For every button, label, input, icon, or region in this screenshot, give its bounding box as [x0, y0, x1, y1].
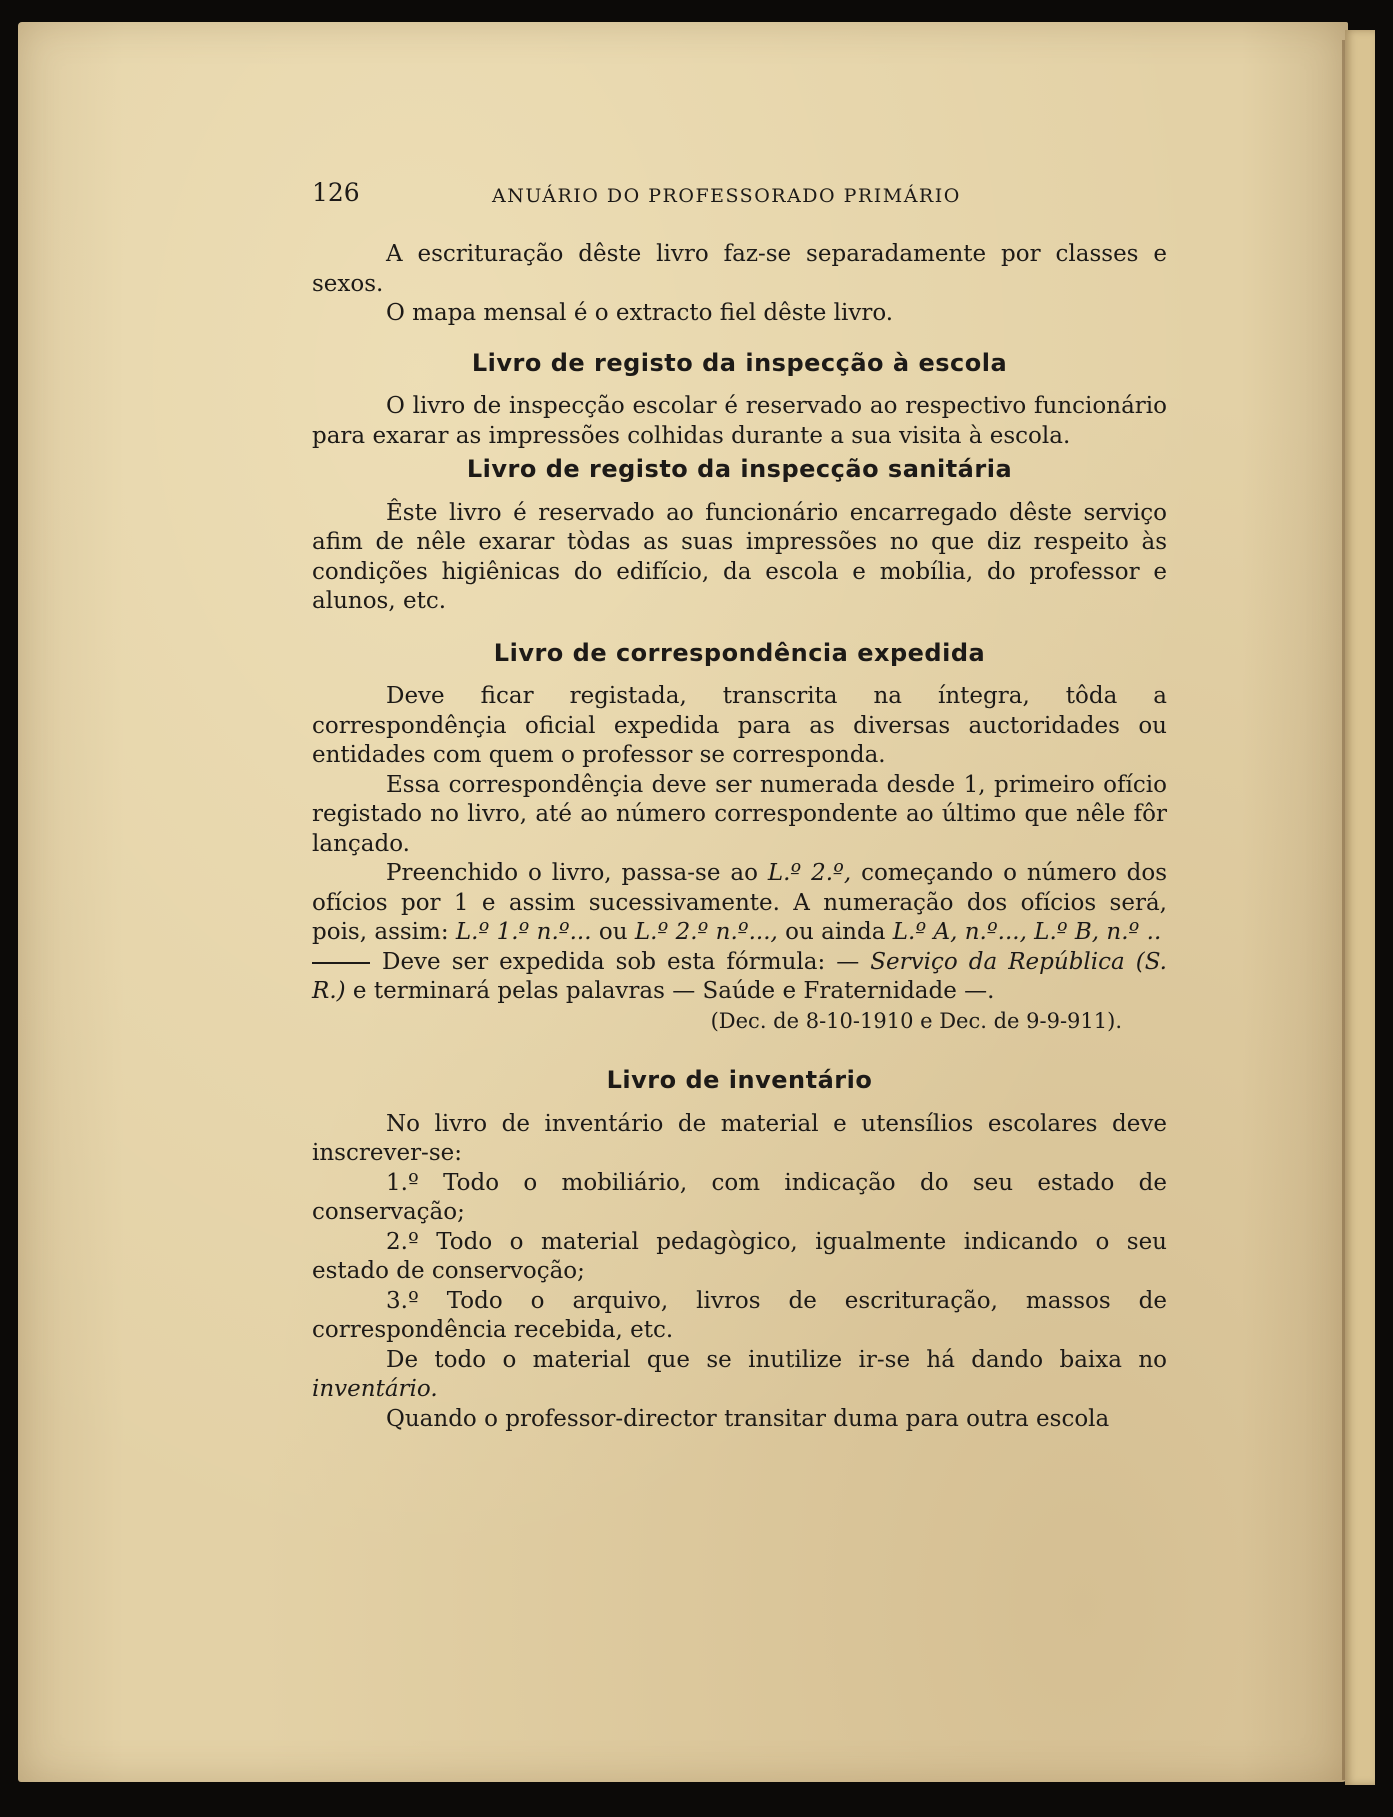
paragraph: Quando o professor-director transitar duma para outra escola	[386, 1405, 1110, 1432]
paragraph: Essa correspondênçia deve ser numerada desde 1, primeiro ofício registado no livro, até ao número correspondente ao último que nêle fôr lançado.	[312, 771, 1167, 857]
section-heading: Livro de inventário	[606, 1066, 873, 1094]
paragraph	[312, 1346, 1167, 1405]
paragraph	[312, 948, 1167, 1007]
text-run: Preenchido o livro, passa-se ao	[386, 860, 768, 886]
italic-run: Serviço da República (S. R.)	[312, 948, 1167, 1004]
italic-run: L.º 1.º n.º...	[455, 919, 592, 945]
italic-run: L.º 2.º,	[767, 860, 852, 886]
paragraph	[312, 859, 1167, 948]
text-run: Deve ser expedida sob esta fórmula: —	[382, 948, 871, 975]
list-item: 1.º Todo o mobiliário, com indicação do seu estado de conservação;	[312, 1169, 1167, 1225]
section-heading: Livro de correspondência expedida	[493, 638, 986, 667]
text-run: De todo o material que se inutilize ir-se há dando baixa no	[386, 1346, 1167, 1373]
italic-run: L.º 2.º n.º...,	[634, 919, 778, 945]
paragraph: Êste livro é reservado ao funcionário encarregado dêste serviço afim de nêle exarar tòdas as suas impressões no que diz respeito às condições higiênicas do edifício, da escola e mobília, do professor e alunos, etc.	[312, 499, 1167, 614]
paragraph: No livro de inventário de material e utensílios escolares deve inscrever-se:	[312, 1110, 1167, 1166]
running-title: ANUÁRIO DO PROFESSORADO PRIMÁRIO	[492, 185, 961, 207]
section-heading: Livro de registo da inspecção sanitária	[466, 455, 1013, 483]
paragraph: Deve ficar registada, transcrita na íntegra, tôda a correspondênçia oficial expedida para as diversas auctoridades ou entidades com quem o professor se corresponda.	[312, 683, 1167, 768]
list-item: 3.º Todo o arquivo, livros de escrituração, massos de correspondência recebida, etc.	[312, 1287, 1167, 1343]
italic-run: inventário.	[312, 1376, 438, 1402]
paragraph: A escrituração dêste livro faz-se separadamente por classes e sexos.	[312, 241, 1167, 297]
page-header	[312, 178, 1167, 218]
text-run: ou	[591, 919, 635, 945]
section-heading: Livro de registo da inspecção à escola	[471, 348, 1008, 377]
paragraph: O livro de inspecção escolar é reservado ao respectivo funcionário para exarar as impressões colhidas durante a sua visita à escola.	[312, 393, 1167, 449]
legal-citation: (Dec. de 8-10-1910 e Dec. de 9-9-911).	[710, 1008, 1122, 1033]
page-text	[312, 178, 1167, 1434]
page-number: 126	[312, 178, 360, 207]
text-run: começando o número dos ofícios por 1 e assim sucessivamente. A numeração dos ofícios será, pois, assim:	[312, 860, 1168, 945]
text-run: ou ainda	[777, 919, 893, 945]
text-run: e terminará pelas palavras — Saúde e Fraternidade —.	[345, 978, 995, 1004]
em-rule	[312, 962, 370, 964]
list-item: 2.º Todo o material pedagògico, igualmente indicando o seu estado de conservoção;	[312, 1228, 1167, 1284]
italic-run: L.º A, n.º..., L.º B, n.º ..	[892, 919, 1162, 945]
next-page-edge	[1345, 30, 1375, 1785]
paragraph: O mapa mensal é o extracto fiel dêste livro.	[386, 300, 894, 326]
